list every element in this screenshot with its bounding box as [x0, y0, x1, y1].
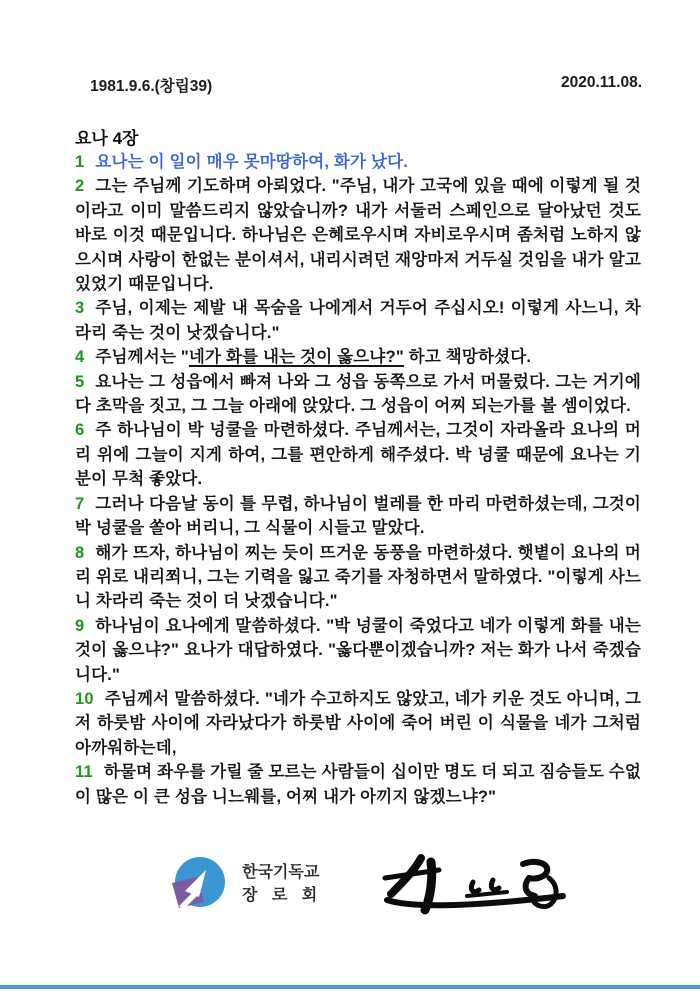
verse-text: 하물며 좌우를 가릴 줄 모르는 사람들이 십이만 명도 더 되고 짐승들도 수없이 많은 이 큰 성읍 니느웨를, 어찌 내가 아끼지 않겠느냐?" [75, 763, 641, 806]
church-calligraphy-icon [377, 852, 572, 938]
verse-text: 그는 주님께 기도하며 아뢰었다. "주님, 내가 고국에 있을 때에 이렇게 될 것이라고 이미 말씀드리지 않았습니까? 내가 서둘러 스페인으로 달아났던 것도 바로 이것 때문입니다. 하나님은 은혜로우시며 자비로우시며 좀처럼 노하지 않으시며 사랑이 한없는 분이셔서, 내리시려던 재앙마저 거두실 것임을 내가 알고 있었기 때문입니다. [75, 177, 641, 294]
verses [75, 150, 641, 809]
verse-number: 9 [75, 616, 85, 635]
verse-6 [75, 418, 641, 491]
verse-text: 하나님이 요나에게 말씀하셨다. "박 넝쿨이 죽었다고 네가 이렇게 화를 내는 것이 옳으냐?" 요나가 대답하였다. "옳다뿐이겠습니까? 저는 화가 나서 죽겠습니다." [75, 616, 641, 684]
verse-text: 주님께서 말씀하셨다. "네가 수고하지도 않았고, 네가 키운 것도 아니며, 그저 하룻밤 사이에 자라났다가 하룻밤 사이에 죽어 버린 이 식물을 네가 그처럼 아까워하는데, [75, 689, 641, 757]
verse-text: 그러나 다음날 동이 틀 무렵, 하나님이 벌레를 한 마리 마련하셨는데, 그것이 박 넝쿨을 쏠아 버리니, 그 식물이 시들고 말았다. [75, 494, 641, 538]
chapter-title: 요나 4장 [75, 129, 139, 148]
verse-text: 요나는 이 일이 매우 못마땅하여, 화가 났다. [95, 153, 409, 171]
verse-2 [75, 174, 641, 296]
footer-logo [170, 856, 572, 938]
verse-5 [75, 370, 641, 419]
verse-number: 1 [75, 153, 85, 171]
verse-text: 요나는 그 성읍에서 빠져 나와 그 성읍 동쪽으로 가서 머물렀다. 그는 거기에다 초막을 짓고, 그 그늘 아래에 앉았다. 그 성읍이 어찌 되는가를 볼 셈이었다. [75, 372, 641, 416]
org-name-line2: 장 로 회 [242, 887, 318, 904]
verse-number: 8 [75, 543, 85, 562]
document-date: 2020.11.08. [560, 74, 642, 91]
verse-text-underlined: 네가 화를 내는 것이 옳으냐?" [188, 348, 404, 367]
verse-number: 11 [75, 763, 93, 782]
verse-number: 2 [75, 177, 85, 196]
verse-number: 6 [75, 421, 85, 440]
denomination-emblem-icon [170, 856, 228, 914]
verse-number: 3 [75, 299, 85, 318]
verse-4 [75, 345, 641, 369]
verse-11 [75, 760, 641, 809]
header [90, 74, 642, 96]
verse-text: 주님, 이제는 제발 내 목숨을 나에게서 거두어 주십시오! 이렇게 사느니, 차라리 죽는 것이 낫겠습니다." [75, 299, 641, 342]
verse-text: 하고 책망하셨다. [403, 348, 532, 367]
verse-number: 10 [75, 689, 94, 708]
verse-10 [75, 687, 641, 760]
verse-1 [75, 150, 641, 174]
org-name-line1: 한국기독교 [242, 864, 320, 881]
verse-9 [75, 614, 641, 687]
verse-number: 5 [75, 372, 85, 391]
verse-number: 7 [75, 494, 85, 513]
founding-date: 1981.9.6.(창립39) [90, 78, 213, 95]
verse-7 [75, 492, 641, 541]
bottom-border-line [0, 985, 700, 989]
org-name [242, 861, 319, 907]
verse-3 [75, 296, 641, 345]
verse-8 [75, 541, 641, 614]
verse-number: 4 [75, 348, 85, 367]
verse-text: 주님께서는 " [95, 348, 189, 367]
verse-text: 주 하나님이 박 넝쿨을 마련하셨다. 주님께서는, 그것이 자라올라 요나의 머리 위에 그늘이 지게 하여, 그를 편안하게 해주셨다. 박 넝쿨 때문에 요나는 기분이 무척 좋았다. [75, 421, 641, 489]
verse-text: 해가 뜨자, 하나님이 찌는 듯이 뜨거운 동풍을 마련하셨다. 햇볕이 요나의 머리 위로 내리쬐니, 그는 기력을 잃고 죽기를 자청하면서 말하였다. "이렇게 사느니 차라리 죽는 것이 더 낫겠습니다." [75, 543, 641, 611]
